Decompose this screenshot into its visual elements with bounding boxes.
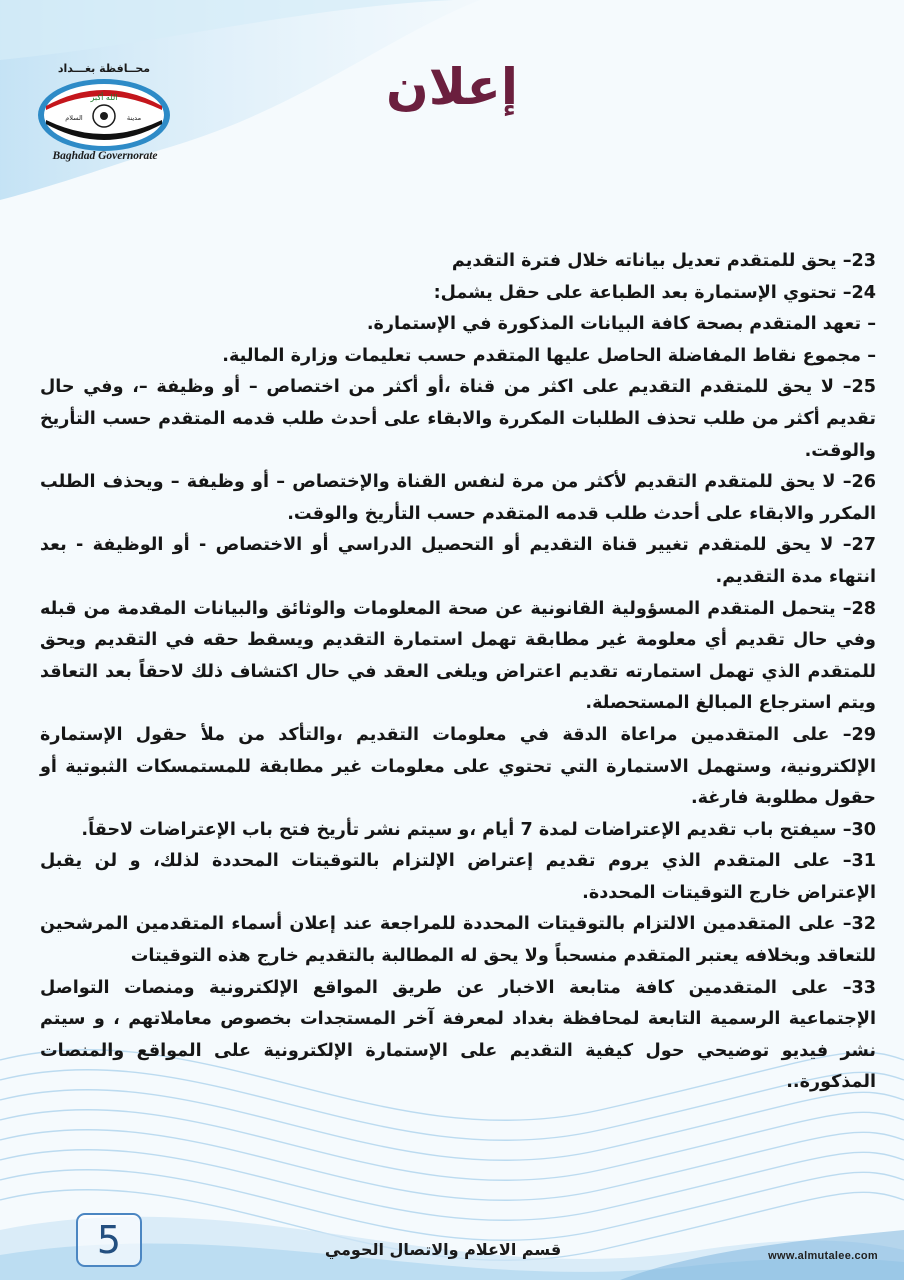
clause-24: 24– تحتوي الإستمارة بعد الطباعة على حقل يشمل: [433, 282, 876, 303]
logo-inner-right-text: مدينة [126, 114, 142, 122]
footer-department: قسم الاعلام والاتصال الحومي [324, 1240, 562, 1259]
clause-30: 30– سيفتح باب تقديم الإعتراضات لمدة 7 أيام ،و سيتم نشر تأريخ فتح باب الإعتراضات لاحقاً. [81, 819, 876, 840]
clause-33: 33– على المتقدمين كافة متابعة الاخبار عن طريق المواقع الإلكترونية ومنصات التواصل الإجتماعية الرسمية التابعة لمحافظة بغداد لمعرفة آخر المستجدات بخصوص معاملاتهم ، و سيتم نشر فيديو توضيحي حول كيفية التقديم على الإستمارة الإلكترونية على المواقع والمنصات المذكورة.. [40, 977, 876, 1093]
logo-inner-top-text: الله أكبر [90, 93, 118, 102]
clause-31: 31– على المتقدم الذي يروم تقديم إعتراض الإلتزام بالتوقيتات المحددة لذلك، و لن يقبل الإعتراض خارج التوقيتات المحددة. [40, 851, 876, 903]
clause-27: 27– لا يحق للمتقدم تغيير قناة التقديم أو التحصيل الدراسي أو الاختصاص - أو الوظيفة - بعد انتهاء مدة التقديم. [40, 535, 876, 587]
footer-website-watermark: www.almutalee.com [768, 1250, 878, 1262]
clause-28: 28– يتحمل المتقدم المسؤولية القانونية عن صحة المعلومات والوثائق والبيانات المقدمة من قبله وفي حال تقديم أي معلومة غير مطابقة تهمل استمارة التقديم ويسقط حقه في التقديم ويحق للمتقدم الذي تهمل استمارته تقديم اعتراض ويلغى العقد في حال اكتشاف ذلك لاحقاً بعد التعاقد ويتم استرجاع المبالغ المستحصلة. [40, 598, 876, 714]
clause-26: 26– لا يحق للمتقدم التقديم لأكثر من مرة لنفس القناة والإختصاص – أو وظيفة – ويحذف الطلب المكرر والابقاء على أحدث طلب قدمه المتقدم حسب التأريخ والوقت. [40, 472, 876, 524]
announcement-body [40, 246, 876, 1099]
page-title: إعلان [386, 58, 518, 116]
logo-english-caption: Baghdad Governorate [52, 150, 158, 162]
clause-32: 32– على المتقدمين الالتزام بالتوقيتات المحددة للمراجعة عند إعلان أسماء المتقدمين المرشحين للتعاقد وبخلافه يعتبر المتقدم منسحباً ولا يحق له المطالبة بالتقديم خارج هذه التوقيتات [40, 914, 876, 967]
clause-25: 25– لا يحق للمتقدم التقديم على اكثر من قناة ،أو أكثر من اختصاص – أو وظيفة –، وفي حال تقديم أكثر من طلب تحذف الطلبات المكررة والابقاء على أحدث طلب قدمه المتقدم حسب التأريخ والوقت. [40, 377, 876, 461]
clause-24-sub-1: – تعهد المتقدم بصحة كافة البيانات المذكورة في الإستمارة. [366, 314, 876, 335]
clause-29: 29– على المتقدمين مراعاة الدقة في معلومات التقديم ،والتأكد من ملأ حقول الإستمارة الإلكترونية، وستهمل الاستمارة التي تحتوي على معلومات غير مطابقة للمستمسكات الثبوتية أو حقول مطلوبة فارغة. [40, 724, 876, 809]
logo-inner-left-text: السلام [65, 114, 83, 122]
clause-24-sub-2: – مجموع نقاط المفاضلة الحاصل عليها المتقدم حسب تعليمات وزارة المالية. [222, 345, 876, 366]
logo-arabic-caption: محــافظة بغـــداد [57, 62, 151, 75]
page-number: 5 [76, 1213, 142, 1267]
clause-23: 23– يحق للمتقدم تعديل بياناته خلال فترة التقديم [451, 251, 876, 271]
